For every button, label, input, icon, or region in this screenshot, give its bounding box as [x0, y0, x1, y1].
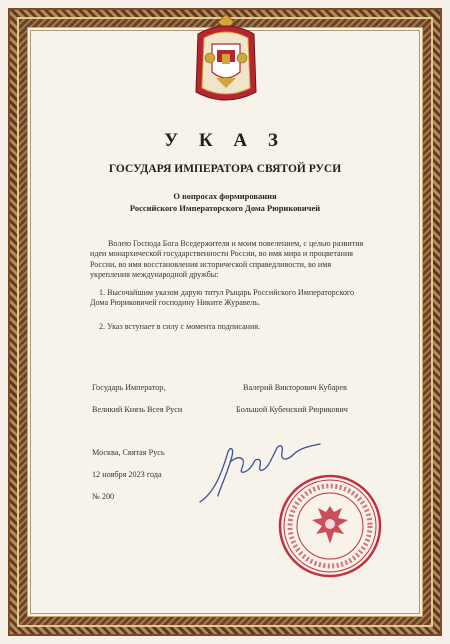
signatory-title-1: Государь Император, — [92, 383, 166, 392]
signatory-name: Валерий Викторович Кубарев — [243, 383, 347, 392]
decree-subtitle: ГОСУДАРЯ ИМПЕРАТОРА СВЯТОЙ РУСИ — [108, 163, 342, 175]
preamble-line: идеи монархической государственности России, во имя мира и процветания — [90, 249, 354, 259]
decree-topic-line-1: О вопросах формирования — [173, 191, 277, 201]
official-seal-stamp — [276, 472, 384, 580]
decree-topic-line-2: Российского Императорского Дома Рюриковичей — [129, 203, 321, 213]
coat-of-arms-icon — [190, 12, 262, 108]
decree-item-1 — [90, 288, 354, 309]
decree-title: У К А З — [164, 130, 286, 151]
preamble-paragraph — [90, 239, 363, 280]
issue-date: 12 ноября 2023 года — [92, 470, 162, 479]
item-line: Дома Рюриковичей господину Никите Журавель. — [90, 298, 260, 308]
signatory-title-2: Великий Князь Всея Руси — [92, 405, 183, 414]
signatory-dynastic-title: Большой Кубенский Рюрикович — [236, 405, 348, 414]
decree-item-2: 2. Указ вступает в силу с момента подписания. — [99, 322, 261, 331]
decree-number: № 200 — [92, 492, 115, 501]
preamble-line: Волею Господа Бога Вседержителя и моим повелением, с целью развития — [108, 239, 364, 248]
item-line: 1. Высочайшим указом дарую титул Рыцарь Российского Императорского — [99, 288, 355, 297]
preamble-line: укрепления международной дружбы: — [90, 269, 219, 279]
issue-place: Москва, Святая Русь — [92, 448, 165, 457]
preamble-line: России, во имя восстановления исторической справедливости, во имя — [90, 259, 332, 269]
